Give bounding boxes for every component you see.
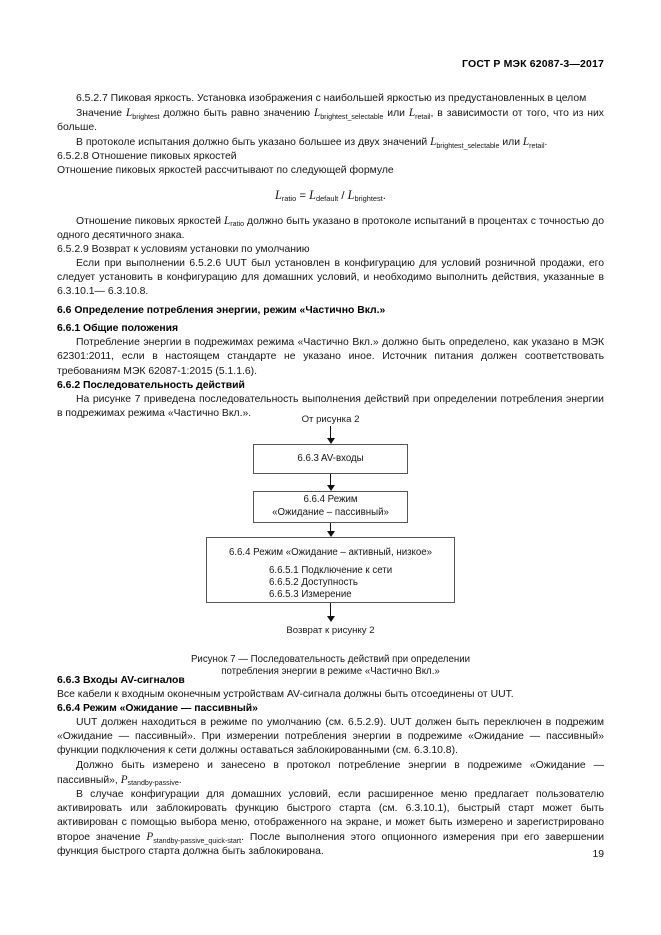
flow-substep-network-connection: 6.6.5.1 Подключение к сети — [269, 564, 393, 576]
page-number: 19 — [592, 849, 604, 860]
text-fragment: . — [544, 137, 548, 149]
flow-substep-measurement: 6.6.5.3 Измерение — [269, 589, 352, 601]
heading-6-6-4: 6.6.4 Режим «Ожидание — пассивный» — [57, 703, 258, 715]
flow-box-substeps — [207, 565, 454, 602]
symbol-L-retail: $L_{retail}$ — [408, 107, 431, 121]
flow-arrow-3 — [326, 523, 335, 537]
paragraph-6-6-2-body: На рисунке 7 приведена последовательность выполнения действий при определении потребления энергии в подрежимах режима «Частично Вкл.». — [57, 393, 604, 419]
heading-6-6: 6.6 Определение потребления энергии, режим «Частично Вкл.» — [57, 304, 386, 316]
paragraph-brightest-value — [57, 106, 604, 135]
heading-6-6-1: 6.6.1 Общие положения — [57, 323, 179, 335]
text-fragment: В протоколе испытания должно быть указано большее из двух значений — [76, 137, 431, 149]
document-body-upper — [57, 92, 604, 421]
flow-box-standby-passive — [253, 491, 408, 523]
paragraph-standby-passive-measure — [57, 759, 604, 788]
paragraph-6-6-4-body: UUT должен находиться в режиме по умолчанию (см. 6.5.2.9). UUT должен быть переключен в подрежим «Ожидание — пассивный». При измерении потребления энергии в подрежиме «Ожидание — пассивный» функции подключения к сети должны оставаться заблокированными (см. 6.3.10.8). — [57, 717, 604, 757]
text-fragment: или — [383, 108, 409, 120]
flow-box-standby-passive-line2: «Ожидание – пассивный» — [272, 507, 389, 518]
paragraph-ratio-report — [57, 214, 604, 243]
paragraph-6-5-2-7: 6.5.2.7 Пиковая яркость. Установка изображения с наибольшей яркостью из предустановленных в целом — [76, 93, 587, 104]
flow-exit-label: Возврат к рисунку 2 — [286, 625, 375, 636]
flow-box-standby-passive-line1: 6.6.4 Режим — [303, 494, 358, 506]
text-fragment: Значение — [76, 108, 127, 120]
flow-arrow-1 — [326, 426, 335, 444]
text-fragment: Должно быть измерено и занесено в протокол потребление энергии в подрежиме «Ожидание — пассивный», — [57, 759, 604, 786]
formula-peak-luminance-ratio — [57, 179, 604, 214]
paragraph-formula-intro: Отношение пиковых яркостей рассчитывают по следующей формуле — [57, 165, 394, 177]
text-fragment: В случае конфигурации для домашних условий, если расширенное меню предлагает пользователю активировать или заблокировать функцию быстрого старта (см. 6.3.10.1), быстрый старт может быть активирован с помощью выбора меню, отображенного на экране, и может быть измерено и зарегистрировано второе значение — [57, 788, 604, 844]
formula-equals: = — [296, 189, 310, 202]
text-fragment: , в зависимости от того, что из них больше. — [57, 108, 605, 134]
formula-period: . — [382, 189, 386, 202]
symbol-L-brightest-selectable-2: $L_{brightest\_selectable}$ — [430, 136, 500, 150]
text-fragment: . После выполнения этого опционного измерения при его завершении функция быстрого старта должна быть заблокирована. — [57, 832, 604, 858]
heading-6-6-3: 6.6.3 Входы AV-сигналов — [57, 675, 185, 686]
paragraph-6-6-1-body: Потребление энергии в подрежимах режима «Частично Вкл.» должно быть определено, как указано в МЭК 62301:2011, если в настоящем стандарте не указано иное. Источник питания должен соответствовать требованиям МЭК 62087-1:2015 (5.1.1.6). — [57, 337, 604, 377]
flow-entry-label: От рисунка 2 — [301, 414, 360, 425]
flow-arrow-2 — [326, 474, 335, 491]
paragraph-6-5-2-9: 6.5.2.9 Возврат к условиям установки по умолчанию — [57, 243, 310, 255]
text-fragment: Отношение пиковых яркостей — [76, 215, 225, 227]
symbol-L-ratio: $L_{ratio}$ — [224, 214, 245, 229]
figure-7-flowchart — [57, 414, 604, 679]
symbol-P-standby-passive: $P_{standby-passive}$ — [120, 773, 179, 788]
formula-slash: / — [338, 189, 348, 202]
text-fragment: должно быть указано в протоколе испытаний в процентах с точностью до одного десятичного знака. — [57, 215, 604, 241]
flow-box-av-inputs — [253, 444, 408, 474]
flow-box-av-inputs-label: 6.6.3 AV-входы — [297, 452, 364, 464]
flow-substep-availability: 6.6.5.2 Доступность — [269, 577, 358, 588]
formula-denominator: $L_{brightest}$ — [347, 187, 383, 204]
text-fragment: должно быть равно значению — [159, 108, 314, 120]
text-fragment: . — [178, 774, 182, 786]
symbol-P-standby-passive-quick-start: $P_{standby-passive\_quick-start}$ — [146, 831, 242, 845]
paragraph-test-report-larger-value — [57, 135, 604, 150]
heading-6-6-2: 6.6.2 Последовательность действий — [57, 379, 245, 391]
flow-box-standby-active-low — [206, 537, 455, 603]
flow-box-standby-active-low-title: 6.6.4 Режим «Ожидание – активный, низкое» — [228, 547, 433, 558]
paragraph-6-6-3-body: Все кабели к входным оконечным устройствам AV-сигнала должны быть отсоединены от UUT. — [57, 689, 514, 701]
paragraph-6-5-2-8: 6.5.2.8 Отношение пиковых яркостей — [57, 151, 237, 163]
symbol-L-brightest: $L_{brightest}$ — [126, 107, 160, 121]
symbol-L-brightest-selectable: $L_{brightest\_selectable}$ — [314, 107, 384, 121]
flow-arrow-4 — [326, 603, 335, 622]
page-header-standard-number: ГОСТ Р МЭК 62087-3—2017 — [462, 58, 604, 70]
symbol-L-retail-2: $L_{retail}$ — [522, 136, 545, 150]
formula-numerator: $L_{default}$ — [309, 187, 339, 204]
formula-lhs: $L_{ratio}$ — [275, 187, 297, 204]
text-fragment: или — [499, 137, 523, 149]
document-body-lower — [57, 674, 604, 859]
figure-caption-line1: Рисунок 7 — Последовательность действий при определении — [190, 654, 471, 665]
figure-caption-line2: потребления энергии в режиме «Частично Вкл.» — [221, 666, 440, 678]
paragraph-retail-config-return: Если при выполнении 6.5.2.6 UUT был установлен в конфигурацию для условий розничной продажи, его следует установить в конфигурацию для домашних условий, и необходимо выполнить действия, указанные в 6.3.10.1— 6.3.10.8. — [57, 257, 604, 298]
